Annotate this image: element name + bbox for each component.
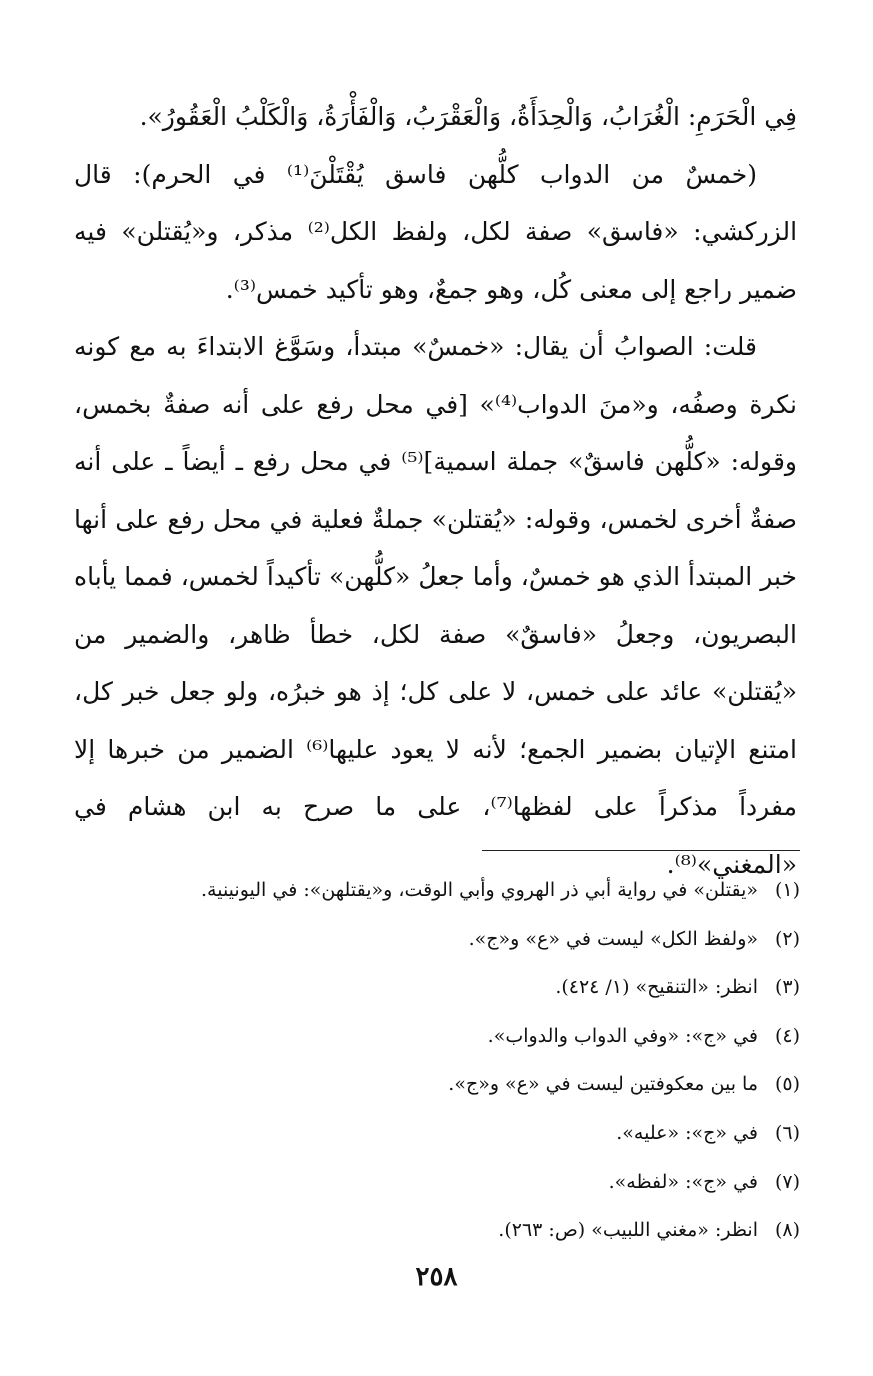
main-text: [74, 88, 797, 893]
footnote-divider: [482, 850, 800, 851]
footnote-number: (٢): [774, 927, 800, 950]
footnote-number: (٤): [774, 1024, 800, 1047]
footnote-1: [80, 866, 800, 915]
paragraph-hadith-end: فِي الْحَرَمِ: الْغُرَابُ، وَالْحِدَأَةُ، وَالْعَقْرَبُ، وَالْفَأْرَةُ، وَالْكَلْبُ الْعَقُورُ».: [139, 102, 797, 131]
footnote-6: [80, 1109, 800, 1158]
footnote-text: «يقتلن» في رواية أبي ذر الهروي وأبي الوقت، و«يقتلهن»: في اليونينية.: [200, 879, 758, 901]
page-number: ٢٥٨: [415, 1262, 458, 1292]
footnote-4: [80, 1012, 800, 1061]
footnote-text: «ولفظ الكل» ليست في «ع» و«ج».: [468, 927, 758, 950]
footnote-8: [80, 1206, 800, 1255]
footnotes: [80, 866, 800, 1255]
footnote-number: (٦): [774, 1121, 800, 1144]
paragraph-zarkashi: (خمسٌ من الدواب كلُّهن فاسق يُقْتَلْنَ⁽¹⁾ في الحرم): قال الزركشي: «فاسق» صفة لكل، ولفظ الكل⁽²⁾ مذكر، و«يُقتلن» فيه ضمير راجع إلى معنى كُل، وهو جمعٌ، وهو تأكيد خمس⁽³⁾.: [74, 159, 798, 304]
footnote-2: [80, 915, 800, 964]
footnote-text: في «ج»: «عليه».: [616, 1121, 758, 1144]
footnote-text: ما بين معكوفتين ليست في «ع» و«ج».: [448, 1073, 758, 1096]
footnote-text: في «ج»: «لفظه».: [608, 1170, 758, 1193]
footnote-7: [80, 1158, 800, 1207]
footnote-text: انظر: «التنقيح» (١/ ٤٢٤).: [555, 976, 758, 999]
footnote-number: (٨): [774, 1219, 800, 1242]
footnote-number: (٧): [774, 1170, 800, 1193]
footnote-5: [80, 1060, 800, 1109]
footnote-text: انظر: «مغني اللبيب» (ص: ٢٦٣).: [498, 1219, 758, 1242]
footnote-number: (٥): [774, 1073, 800, 1096]
footnote-3: [80, 963, 800, 1012]
footnote-number: (٣): [774, 976, 800, 999]
footnote-text: في «ج»: «وفي الدواب والدواب».: [487, 1024, 758, 1047]
footnote-number: (١): [774, 879, 800, 901]
paragraph-author-commentary: قلت: الصوابُ أن يقال: «خمسٌ» مبتدأ، وسَوَّغ الابتداءَ به مع كونه نكرة وصفُه، و«منَ الدواب⁽⁴⁾» [في محل رفع على أنه صفةٌ بخمس، وقوله: «كلُّهن فاسقٌ» جملة اسمية]⁽⁵⁾ في محل رفع ـ أيضاً ـ على أنه صفةٌ أخرى لخمس، وقوله: «يُقتلن» جملةٌ فعلية في محل رفع على أنها خبر المبتدأ الذي هو خمسٌ، وأما جعلُ «كلُّهن» تأكيداً لخمس، فمما يأباه البصريون، وجعلُ «فاسقٌ» صفة لكل، خطأ ظاهر، والضمير من «يُقتلن» عائد على خمس، لا على كل؛ إذ هو خبرُه، ولو جعل خبر كل، امتنع الإتيان بضمير الجمع؛ لأنه لا يعود عليها⁽⁶⁾ الضمير من خبرها إلا مفرداً مذكراً على لفظها⁽⁷⁾، على ما صرح به ابن هشام في «المغني»⁽⁸⁾.: [74, 332, 798, 879]
